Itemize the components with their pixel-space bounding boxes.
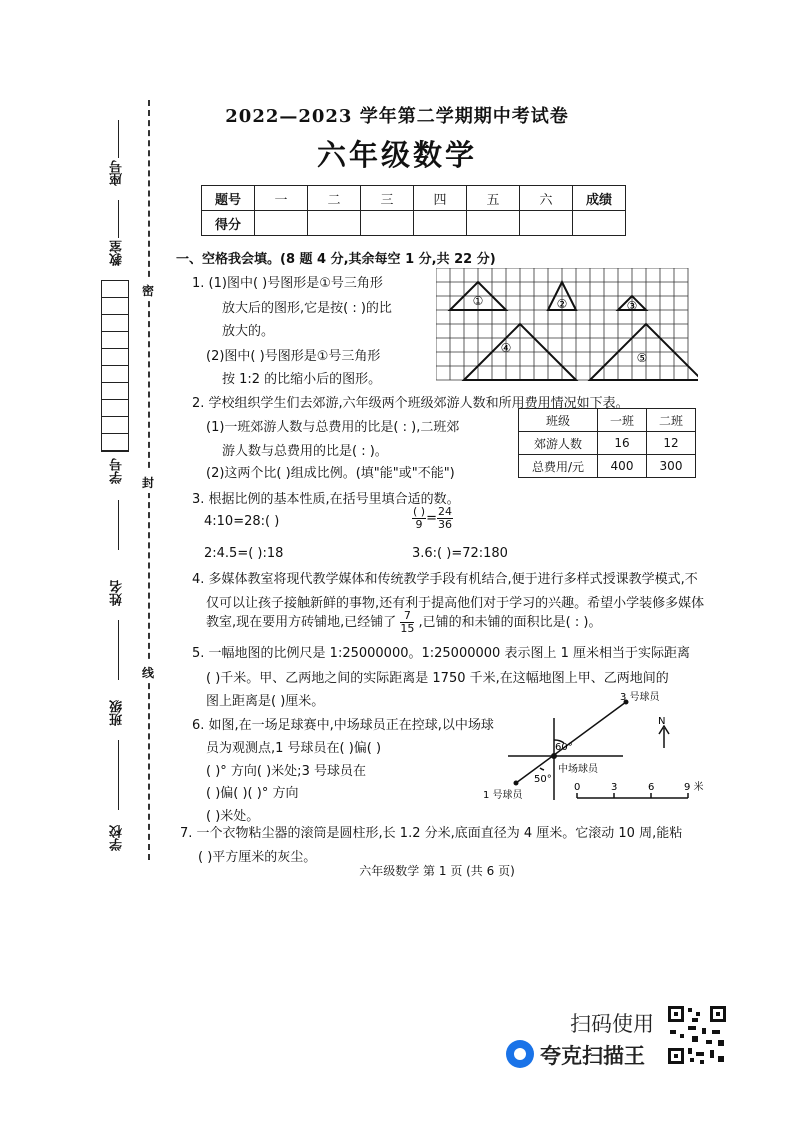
fig-player3: 3 号球员 bbox=[620, 692, 660, 703]
score-head-label: 题号 bbox=[202, 186, 255, 211]
q5-line3: 图上距离是( )厘米。 bbox=[206, 694, 325, 709]
q5-line2: ( )千米。甲、乙两地之间的实际距离是 1750 千米,在这幅地图上甲、乙两地间的 bbox=[206, 671, 669, 686]
q3-b-rden: 36 bbox=[438, 518, 452, 531]
q7-line2: ( )平方厘米的灰尘。 bbox=[198, 850, 317, 865]
q3-b-eq: = bbox=[426, 511, 437, 526]
fig-label-1: ① bbox=[472, 294, 484, 308]
subject-title: 六年级数学 bbox=[316, 138, 477, 172]
q4-line1: 4. 多媒体教室将现代教学媒体和传统教学手段有机结合,便于进行多样式授课教学模式,不 bbox=[192, 572, 698, 587]
q1-line5: 按 1:2 的比缩小后的图形。 bbox=[222, 372, 382, 387]
q3-b-frac-left bbox=[412, 506, 426, 531]
exam-title: 2022—2023 学年第二学期期中考试卷 bbox=[225, 106, 569, 127]
q4-line3b: ,已铺的和未铺的面积比是( : )。 bbox=[418, 615, 602, 630]
q2-line3: 游人数与总费用的比是( : )。 bbox=[222, 444, 388, 459]
q1-line3: 放大的。 bbox=[222, 324, 275, 339]
score-head-6: 六 bbox=[520, 186, 573, 211]
q4-line3a: 教室,现在要用方砖铺地,已经铺了 bbox=[206, 615, 397, 630]
fig-scale-6: 6 bbox=[648, 782, 655, 793]
school-label: 学校 bbox=[110, 825, 125, 851]
q6-line2: 员为观测点,1 号球员在( )偏( ) bbox=[206, 741, 382, 756]
score-head-2: 二 bbox=[308, 186, 361, 211]
class-line bbox=[118, 740, 119, 810]
q2-line2: (1)一班郊游人数与总费用的比是( : ),二班郊 bbox=[206, 420, 460, 435]
score-cell-6[interactable] bbox=[520, 211, 573, 236]
qr-code-icon[interactable] bbox=[666, 1004, 728, 1066]
q1-grid-figure bbox=[436, 268, 698, 382]
brand-name: 夸克扫描王 bbox=[540, 1044, 645, 1068]
q1-line4: (2)图中( )号图形是①号三角形 bbox=[206, 349, 381, 364]
room-line bbox=[118, 200, 119, 238]
score-head-3: 三 bbox=[361, 186, 414, 211]
q1-line2: 放大后的图形,它是按( : )的比 bbox=[222, 301, 392, 316]
fig-angle2: 50° bbox=[534, 774, 552, 785]
fig-scale-0: 0 bbox=[574, 782, 581, 793]
fig-mid: 中场球员 bbox=[558, 764, 598, 775]
q2-th-class: 班级 bbox=[519, 409, 598, 432]
seat-number-boxes[interactable] bbox=[101, 280, 129, 452]
fig-scale-3: 3 bbox=[611, 782, 618, 793]
q4-line2: 仅可以让孩子接触新鲜的事物,还有利于提高他们对于学习的兴趣。希望小学装修多媒体 bbox=[206, 596, 705, 611]
score-head-1: 一 bbox=[255, 186, 308, 211]
score-cell-total[interactable] bbox=[573, 211, 626, 236]
q2-row2-label: 总费用/元 bbox=[519, 455, 598, 478]
q3-c: 2:4.5=( ):18 bbox=[204, 546, 284, 561]
q3-line1: 3. 根据比例的基本性质,在括号里填合适的数。 bbox=[192, 492, 460, 507]
fig-scale-9: 9 米 bbox=[684, 782, 704, 793]
q2-row2-c2: 300 bbox=[647, 455, 696, 478]
name-line bbox=[118, 620, 119, 680]
q3-b-rnum: 24 bbox=[438, 505, 452, 518]
seal-mark-mi: 密 bbox=[142, 280, 154, 301]
score-cell-4[interactable] bbox=[414, 211, 467, 236]
q2-row2-c1: 400 bbox=[598, 455, 647, 478]
brand-logo-icon bbox=[506, 1040, 534, 1068]
q3-a: 4:10=28:( ) bbox=[204, 514, 280, 529]
class-label: 班级 bbox=[110, 700, 125, 726]
q6-line5: ( )米处。 bbox=[206, 809, 260, 824]
q2-row1-c2: 12 bbox=[647, 432, 696, 455]
score-cell-3[interactable] bbox=[361, 211, 414, 236]
score-cell-1[interactable] bbox=[255, 211, 308, 236]
q6-line4: ( )偏( )( )° 方向 bbox=[206, 786, 299, 801]
q4-fraction bbox=[400, 610, 414, 635]
fig-label-3: ③ bbox=[626, 299, 638, 313]
q3-b bbox=[412, 506, 453, 531]
scan-hint: 扫码使用 bbox=[570, 1012, 654, 1036]
seal-mark-feng: 封 bbox=[142, 472, 154, 493]
fig-label-2: ② bbox=[556, 297, 568, 311]
score-cell-5[interactable] bbox=[467, 211, 520, 236]
q4-frac-den: 15 bbox=[400, 622, 415, 635]
name-label: 姓名 bbox=[110, 580, 125, 606]
section1-heading: 一、空格我会填。(8 题 4 分,其余每空 1 分,共 22 分) bbox=[176, 252, 496, 267]
q2-row1-label: 郊游人数 bbox=[519, 432, 598, 455]
score-head-5: 五 bbox=[467, 186, 520, 211]
seal-mark-xian: 线 bbox=[142, 662, 154, 683]
q2-th-class2: 二班 bbox=[647, 409, 696, 432]
q6-line1: 6. 如图,在一场足球赛中,中场球员正在控球,以中场球 bbox=[192, 718, 494, 733]
seat-label: 座号 bbox=[110, 160, 125, 186]
fig-north: N bbox=[658, 716, 666, 727]
q1-line1: 1. (1)图中( )号图形是①号三角形 bbox=[192, 276, 383, 291]
fig-label-5: ⑤ bbox=[636, 351, 648, 365]
q3-d: 3.6:( )=72:180 bbox=[412, 546, 508, 561]
page-footer: 六年级数学 第 1 页 (共 6 页) bbox=[359, 864, 515, 878]
q2-data-table bbox=[518, 408, 696, 478]
q6-direction-figure bbox=[478, 690, 708, 808]
fig-label-4: ④ bbox=[500, 341, 512, 355]
q5-line1: 5. 一幅地图的比例尺是 1:25000000。1:25000000 表示图上 1 厘米相当于实际距离 bbox=[192, 646, 690, 661]
q2-th-class1: 一班 bbox=[598, 409, 647, 432]
fig-angle1: 60° bbox=[555, 742, 573, 753]
score-cell-2[interactable] bbox=[308, 211, 361, 236]
q3-b-frac-right bbox=[437, 506, 453, 531]
q2-row1-c1: 16 bbox=[598, 432, 647, 455]
fig-player1: 1 号球员 bbox=[483, 790, 523, 801]
q2-line4: (2)这两个比( )组成比例。(填"能"或"不能") bbox=[206, 466, 455, 481]
q4-line3 bbox=[206, 610, 601, 635]
room-label: 教室 bbox=[110, 240, 125, 266]
score-row-label: 得分 bbox=[202, 211, 255, 236]
q3-b-num: ( ) bbox=[413, 505, 426, 518]
q4-frac-num: 7 bbox=[400, 610, 414, 623]
score-head-4: 四 bbox=[414, 186, 467, 211]
student-id-label: 学号 bbox=[110, 458, 125, 484]
q6-line3: ( )° 方向( )米处;3 号球员在 bbox=[206, 764, 366, 779]
score-head-total: 成绩 bbox=[573, 186, 626, 211]
q3-b-den: 9 bbox=[415, 518, 423, 531]
score-table bbox=[201, 185, 626, 236]
q7-line1: 7. 一个衣物粘尘器的滚筒是圆柱形,长 1.2 分米,底面直径为 4 厘米。它滚动 10 周,能粘 bbox=[180, 826, 683, 841]
student-id-line bbox=[118, 500, 119, 550]
q2-line1: 2. 学校组织学生们去郊游,六年级两个班级郊游人数和所用费用情况如下表。 bbox=[192, 396, 629, 411]
